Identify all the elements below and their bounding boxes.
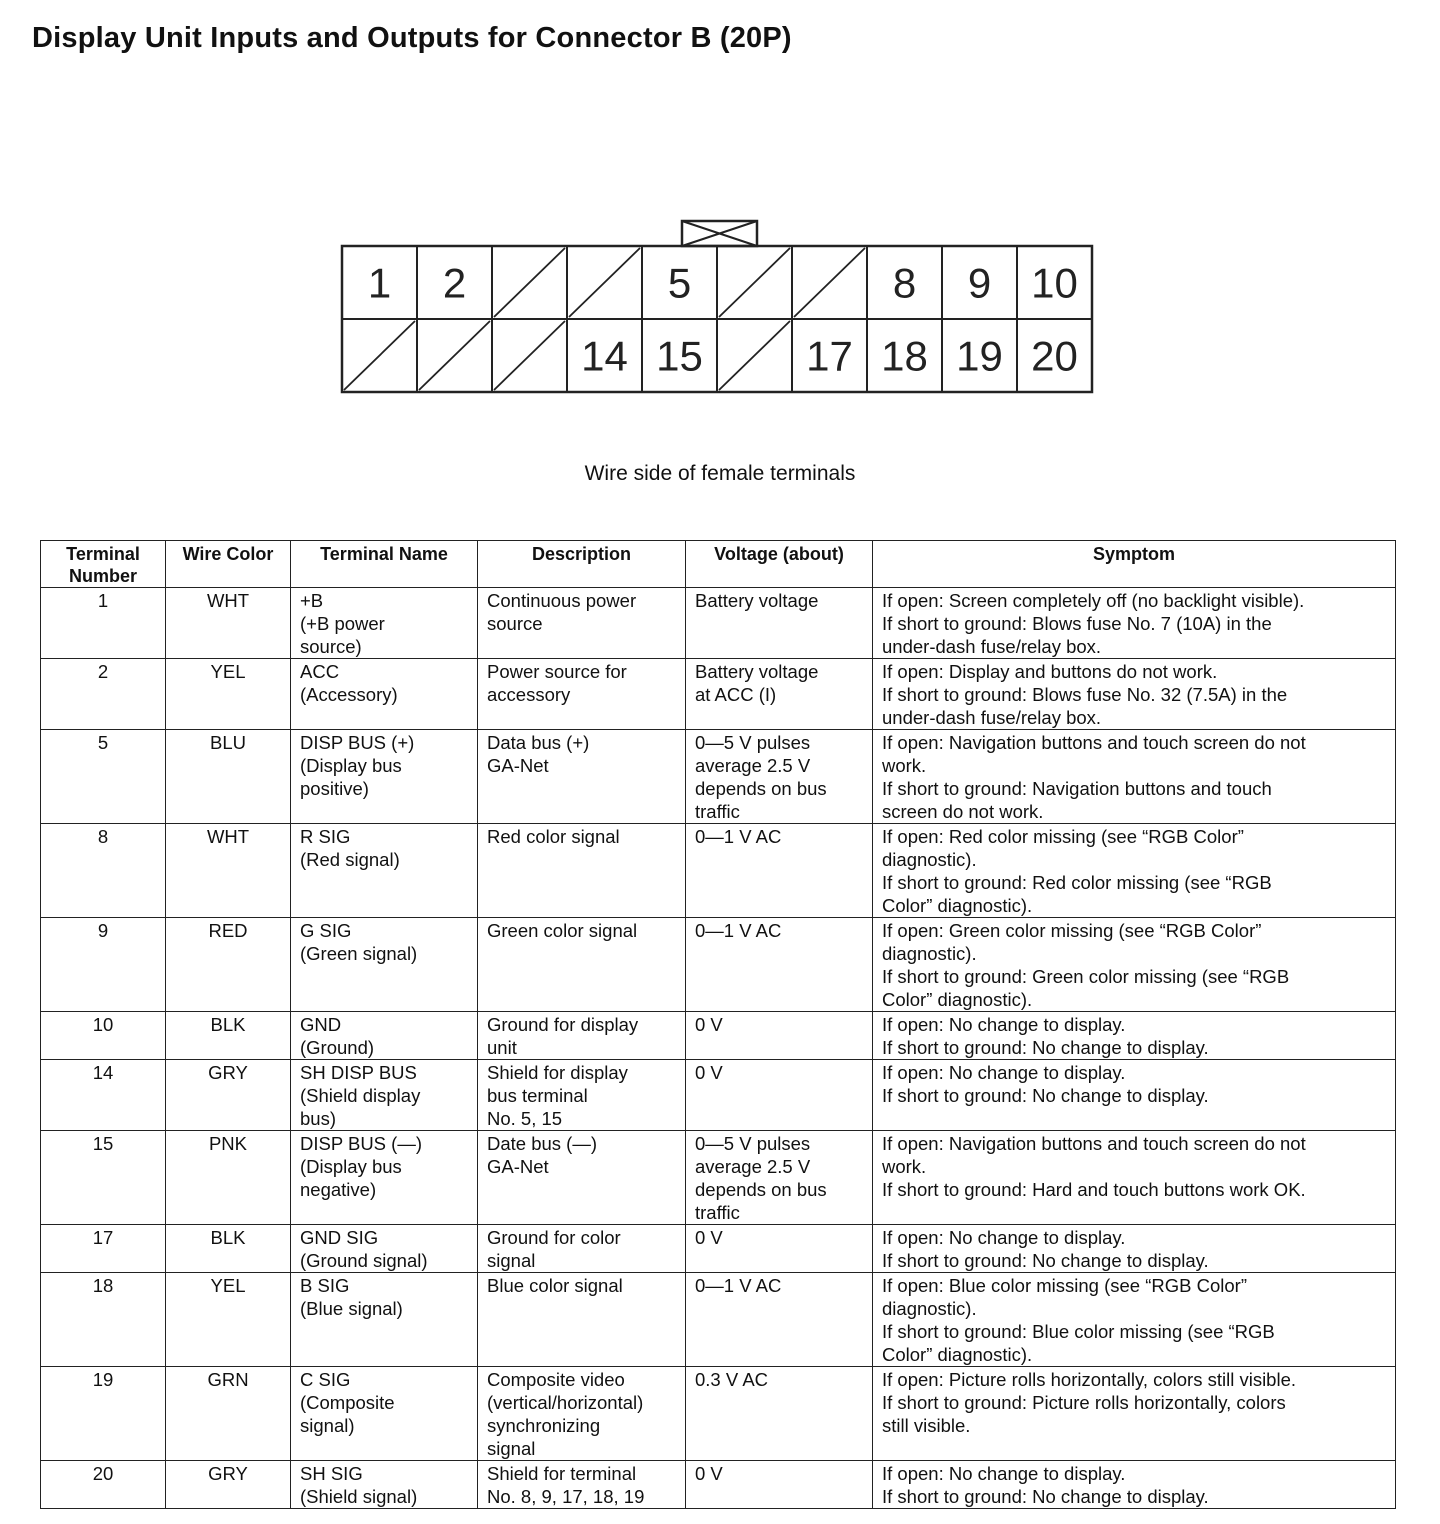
terminal-name-cell: [291, 824, 478, 918]
terminal-name-line: (Accessory): [300, 684, 398, 705]
terminal-number-cell: 1: [41, 588, 166, 659]
voltage-cell: [686, 659, 873, 730]
terminal-table: [40, 540, 1396, 1509]
symptom-line: If short to ground: Navigation buttons and touch: [882, 778, 1272, 799]
symptom-line: screen do not work.: [882, 801, 1044, 822]
symptom-line: Color” diagnostic).: [882, 989, 1033, 1010]
voltage-cell: [686, 1461, 873, 1509]
description-line: source: [487, 613, 543, 634]
terminal-number-cell: 15: [41, 1131, 166, 1225]
description-line: synchronizing: [487, 1415, 601, 1436]
voltage-line: 0 V: [695, 1062, 723, 1083]
table-row: [41, 730, 1396, 824]
connector-b-20p-face: [0, 0, 1440, 500]
description-line: signal: [487, 1250, 536, 1271]
voltage-cell: [686, 588, 873, 659]
voltage-cell: [686, 1012, 873, 1060]
voltage-cell: [686, 730, 873, 824]
description-line: Green color signal: [487, 920, 638, 941]
description-line: accessory: [487, 684, 571, 705]
terminal-1-label: 1: [367, 259, 392, 307]
terminal-name-line: +B: [300, 590, 324, 611]
symptom-line: under-dash fuse/relay box.: [882, 636, 1102, 657]
symptom-line: If open: Blue color missing (see “RGB Color”: [882, 1275, 1247, 1296]
terminal-name-line: (Ground): [300, 1037, 375, 1058]
symptom-cell: [873, 1367, 1396, 1461]
terminal-number-cell: 17: [41, 1225, 166, 1273]
symptom-line: diagnostic).: [882, 943, 977, 964]
description-line: Continuous power: [487, 590, 637, 611]
terminal-name-cell: [291, 1367, 478, 1461]
description-cell: [478, 824, 686, 918]
symptom-line: If short to ground: No change to display.: [882, 1250, 1209, 1271]
terminal-name-cell: [291, 1273, 478, 1367]
terminal-name-line: (Display bus: [300, 755, 402, 776]
symptom-line: diagnostic).: [882, 849, 977, 870]
terminal-name-line: (Shield display: [300, 1085, 421, 1106]
table-row: [41, 1273, 1396, 1367]
terminal-number-cell: 14: [41, 1060, 166, 1131]
symptom-cell: [873, 730, 1396, 824]
wire-color-cell: WHT: [166, 588, 291, 659]
terminal-15-label: 15: [656, 332, 703, 380]
wire-color-cell: GRN: [166, 1367, 291, 1461]
terminal-name-line: DISP BUS (+): [300, 732, 415, 753]
wire-color-cell: YEL: [166, 1273, 291, 1367]
terminal-name-line: (Ground signal): [300, 1250, 428, 1271]
symptom-line: If open: No change to display.: [882, 1014, 1126, 1035]
terminal-name-line: GND SIG: [300, 1227, 379, 1248]
table-row: [41, 1060, 1396, 1131]
terminal-number-cell: 5: [41, 730, 166, 824]
terminal-name-line: SH DISP BUS: [300, 1062, 417, 1083]
description-line: unit: [487, 1037, 517, 1058]
symptom-line: If short to ground: Blue color missing (see “RGB: [882, 1321, 1275, 1342]
symptom-line: work.: [882, 755, 927, 776]
wire-color-cell: PNK: [166, 1131, 291, 1225]
terminal-name-line: negative): [300, 1179, 377, 1200]
voltage-line: traffic: [695, 1202, 740, 1223]
symptom-line: If short to ground: Picture rolls horizontally, colors: [882, 1392, 1286, 1413]
wire-color-cell: BLK: [166, 1225, 291, 1273]
terminal-name-line: bus): [300, 1108, 336, 1129]
terminal-name-line: (Composite: [300, 1392, 395, 1413]
description-line: signal: [487, 1438, 536, 1459]
terminal-name-cell: [291, 1461, 478, 1509]
voltage-line: average 2.5 V: [695, 755, 811, 776]
terminal-19-label: 19: [956, 332, 1003, 380]
terminal-20-label: 20: [1031, 332, 1078, 380]
terminal-name-line: SH SIG: [300, 1463, 363, 1484]
description-line: GA-Net: [487, 1156, 549, 1177]
symptom-cell: [873, 1273, 1396, 1367]
voltage-line: depends on bus: [695, 1179, 827, 1200]
terminal-name-cell: [291, 918, 478, 1012]
description-cell: [478, 1367, 686, 1461]
symptom-cell: [873, 1131, 1396, 1225]
terminal-name-cell: [291, 588, 478, 659]
symptom-line: If open: No change to display.: [882, 1227, 1126, 1248]
terminal-10-label: 10: [1031, 259, 1078, 307]
symptom-line: If open: Red color missing (see “RGB Color”: [882, 826, 1244, 847]
description-cell: [478, 730, 686, 824]
terminal-name-cell: [291, 1060, 478, 1131]
empty-cavity-slash: [344, 321, 415, 390]
terminal-name-line: source): [300, 636, 362, 657]
voltage-cell: [686, 918, 873, 1012]
voltage-line: 0—1 V AC: [695, 1275, 782, 1296]
symptom-line: If open: Picture rolls horizontally, colors still visible.: [882, 1369, 1297, 1390]
voltage-line: at ACC (I): [695, 684, 777, 705]
table-row: [41, 659, 1396, 730]
terminal-14-label: 14: [581, 332, 628, 380]
symptom-line: diagnostic).: [882, 1298, 977, 1319]
wire-color-cell: WHT: [166, 824, 291, 918]
symptom-line: If open: Navigation buttons and touch screen do not: [882, 732, 1306, 753]
voltage-line: 0—1 V AC: [695, 920, 782, 941]
terminal-name-cell: [291, 1131, 478, 1225]
terminal-name-cell: [291, 659, 478, 730]
description-cell: [478, 1060, 686, 1131]
symptom-line: If short to ground: Blows fuse No. 32 (7.5A) in the: [882, 684, 1288, 705]
voltage-line: 0 V: [695, 1227, 723, 1248]
connector-diagram: [0, 0, 1440, 500]
voltage-line: 0—5 V pulses: [695, 732, 811, 753]
voltage-cell: [686, 1273, 873, 1367]
empty-cavity-slash: [569, 248, 640, 317]
wire-color-cell: GRY: [166, 1060, 291, 1131]
terminal-name-cell: [291, 1225, 478, 1273]
terminal-name-line: R SIG: [300, 826, 351, 847]
voltage-line: 0.3 V AC: [695, 1369, 769, 1390]
description-line: Blue color signal: [487, 1275, 623, 1296]
description-line: bus terminal: [487, 1085, 588, 1106]
symptom-line: If short to ground: Hard and touch buttons work OK.: [882, 1179, 1306, 1200]
terminal-18-label: 18: [881, 332, 928, 380]
empty-cavity-slash: [494, 248, 565, 317]
description-cell: [478, 1131, 686, 1225]
terminal-number-cell: 18: [41, 1273, 166, 1367]
symptom-cell: [873, 1012, 1396, 1060]
description-line: GA-Net: [487, 755, 549, 776]
description-line: No. 8, 9, 17, 18, 19: [487, 1486, 645, 1507]
symptom-line: If open: No change to display.: [882, 1062, 1126, 1083]
voltage-line: 0 V: [695, 1463, 723, 1484]
header-terminal-number: Terminal Number: [41, 541, 166, 588]
empty-cavity-slash: [794, 248, 865, 317]
voltage-cell: [686, 1367, 873, 1461]
wire-color-cell: RED: [166, 918, 291, 1012]
header-wire-color: Wire Color: [166, 541, 291, 588]
description-cell: [478, 1461, 686, 1509]
symptom-line: If short to ground: No change to display.: [882, 1037, 1209, 1058]
connector-caption: Wire side of female terminals: [584, 462, 856, 485]
voltage-line: 0—5 V pulses: [695, 1133, 811, 1154]
empty-cavity-slash: [494, 321, 565, 390]
symptom-line: If open: Display and buttons do not work.: [882, 661, 1218, 682]
table-row: [41, 1131, 1396, 1225]
symptom-line: still visible.: [882, 1415, 971, 1436]
terminal-2-label: 2: [442, 259, 467, 307]
symptom-line: Color” diagnostic).: [882, 895, 1033, 916]
symptom-line: Color” diagnostic).: [882, 1344, 1033, 1365]
description-cell: [478, 659, 686, 730]
terminal-number-cell: 10: [41, 1012, 166, 1060]
symptom-line: If short to ground: No change to display.: [882, 1085, 1209, 1106]
terminal-name-line: C SIG: [300, 1369, 351, 1390]
terminal-number-cell: 2: [41, 659, 166, 730]
terminal-name-cell: [291, 730, 478, 824]
symptom-line: If open: No change to display.: [882, 1463, 1126, 1484]
empty-cavity-slash: [719, 248, 790, 317]
voltage-line: 0 V: [695, 1014, 723, 1035]
terminal-5-label: 5: [667, 259, 692, 307]
voltage-line: average 2.5 V: [695, 1156, 811, 1177]
description-line: Red color signal: [487, 826, 620, 847]
table-row: [41, 918, 1396, 1012]
description-cell: [478, 1225, 686, 1273]
table-row: [41, 1367, 1396, 1461]
symptom-cell: [873, 1060, 1396, 1131]
terminal-number-cell: 19: [41, 1367, 166, 1461]
header-terminal-name: Terminal Name: [291, 541, 478, 588]
table-body: [41, 588, 1396, 1509]
terminal-number-cell: 20: [41, 1461, 166, 1509]
terminal-name-line: ACC: [300, 661, 340, 682]
table-row: [41, 1225, 1396, 1273]
terminal-name-line: B SIG: [300, 1275, 350, 1296]
description-cell: [478, 918, 686, 1012]
description-cell: [478, 588, 686, 659]
terminal-name-cell: [291, 1012, 478, 1060]
table-row: [41, 824, 1396, 918]
table-header-row: [41, 541, 1396, 588]
symptom-cell: [873, 824, 1396, 918]
terminal-number-cell: 8: [41, 824, 166, 918]
terminal-name-line: (Display bus: [300, 1156, 402, 1177]
symptom-line: work.: [882, 1156, 927, 1177]
symptom-cell: [873, 588, 1396, 659]
terminal-name-line: G SIG: [300, 920, 352, 941]
description-line: Shield for display: [487, 1062, 628, 1083]
description-cell: [478, 1012, 686, 1060]
wire-color-cell: BLK: [166, 1012, 291, 1060]
symptom-line: If short to ground: Green color missing (see “RGB: [882, 966, 1290, 987]
symptom-line: If open: Green color missing (see “RGB Color”: [882, 920, 1262, 941]
empty-cavity-slash: [719, 321, 790, 390]
voltage-cell: [686, 1060, 873, 1131]
voltage-cell: [686, 1131, 873, 1225]
voltage-line: depends on bus: [695, 778, 827, 799]
symptom-line: If open: Screen completely off (no backlight visible).: [882, 590, 1305, 611]
voltage-line: Battery voltage: [695, 590, 819, 611]
terminal-17-label: 17: [806, 332, 853, 380]
header-voltage: Voltage (about): [686, 541, 873, 588]
header-description: Description: [478, 541, 686, 588]
terminal-name-line: signal): [300, 1415, 355, 1436]
description-line: Composite video: [487, 1369, 625, 1390]
terminal-name-line: (Green signal): [300, 943, 418, 964]
symptom-line: If short to ground: Red color missing (see “RGB: [882, 872, 1272, 893]
description-line: Data bus (+): [487, 732, 590, 753]
terminal-name-line: DISP BUS (—): [300, 1133, 422, 1154]
terminal-name-line: (Red signal): [300, 849, 400, 870]
description-line: Ground for color: [487, 1227, 621, 1248]
description-line: (vertical/horizontal): [487, 1392, 644, 1413]
table-row: [41, 1012, 1396, 1060]
terminal-name-line: (+B power: [300, 613, 385, 634]
symptom-line: If short to ground: Blows fuse No. 7 (10A) in the: [882, 613, 1272, 634]
terminal-name-line: (Blue signal): [300, 1298, 403, 1319]
symptom-line: If open: Navigation buttons and touch screen do not: [882, 1133, 1306, 1154]
description-line: No. 5, 15: [487, 1108, 563, 1129]
voltage-line: traffic: [695, 801, 740, 822]
description-cell: [478, 1273, 686, 1367]
wire-color-cell: YEL: [166, 659, 291, 730]
voltage-cell: [686, 1225, 873, 1273]
terminal-number-cell: 9: [41, 918, 166, 1012]
symptom-cell: [873, 659, 1396, 730]
wire-color-cell: BLU: [166, 730, 291, 824]
description-line: Date bus (—): [487, 1133, 598, 1154]
wire-color-cell: GRY: [166, 1461, 291, 1509]
page-title: Display Unit Inputs and Outputs for Connector B (20P): [32, 22, 792, 54]
terminal-name-line: positive): [300, 778, 369, 799]
symptom-cell: [873, 918, 1396, 1012]
terminal-9-label: 9: [967, 259, 992, 307]
terminal-name-line: (Shield signal): [300, 1486, 418, 1507]
symptom-cell: [873, 1225, 1396, 1273]
header-symptom: Symptom: [873, 541, 1396, 588]
voltage-line: Battery voltage: [695, 661, 819, 682]
terminal-name-line: GND: [300, 1014, 342, 1035]
symptom-line: If short to ground: No change to display.: [882, 1486, 1209, 1507]
terminal-8-label: 8: [892, 259, 917, 307]
description-line: Power source for: [487, 661, 627, 682]
symptom-line: under-dash fuse/relay box.: [882, 707, 1102, 728]
table-row: [41, 1461, 1396, 1509]
voltage-cell: [686, 824, 873, 918]
symptom-cell: [873, 1461, 1396, 1509]
description-line: Ground for display: [487, 1014, 639, 1035]
empty-cavity-slash: [419, 321, 490, 390]
description-line: Shield for terminal: [487, 1463, 637, 1484]
voltage-line: 0—1 V AC: [695, 826, 782, 847]
table-row: [41, 588, 1396, 659]
